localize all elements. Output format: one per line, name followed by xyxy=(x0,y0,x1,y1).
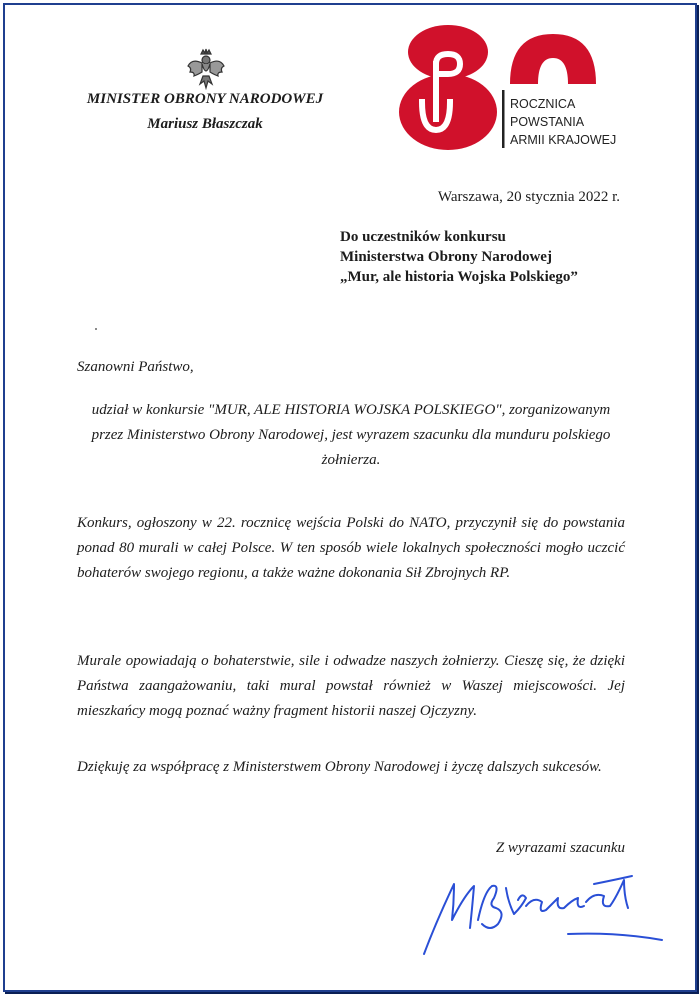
minister-title: MINISTER OBRONY NARODOWEJ xyxy=(86,91,324,107)
scan-speck xyxy=(95,328,97,330)
logo-number-80 xyxy=(399,25,596,150)
logo-divider xyxy=(502,90,505,148)
closing-phrase: Z wyrazami szacunku xyxy=(495,840,625,856)
addressee-block xyxy=(340,227,578,287)
paragraph: udział w konkursie "MUR, ALE HISTORIA WOJSKA POLSKIEGO", zorganizowanym przez Ministerstwo Obrony Narodowej, jest wyrazem szacunku dla munduru polskiego żołnierza. xyxy=(91,402,611,468)
anniversary-80-logo xyxy=(398,24,618,156)
addressee-line: Do uczestników konkursu xyxy=(340,229,506,245)
logo-line-3: ARMII KRAJOWEJ xyxy=(510,133,617,147)
logo-line-1: ROCZNICA xyxy=(510,97,576,111)
handwritten-signature xyxy=(418,862,668,962)
paragraph: Konkurs, ogłoszony w 22. rocznicę wejścia Polski do NATO, przyczynił się do powstania ponad 80 murali w całej Polsce. W ten sposób wiele lokalnych społeczności mogło uczcić bohaterów swojego regionu, a także ważne dokonania Sił Zbrojnych RP. xyxy=(77,515,625,581)
minister-name: Mariusz Błaszczak xyxy=(147,116,263,132)
salutation: Szanowni Państwo, xyxy=(77,359,194,375)
letter-date: Warszawa, 20 stycznia 2022 r. xyxy=(437,189,620,205)
addressee-line: „Mur, ale historia Wojska Polskiego” xyxy=(340,269,578,285)
paragraph: Dziękuję za współpracę z Ministerstwem Obrony Narodowej i życzę dalszych sukcesów. xyxy=(77,759,602,775)
polish-eagle-icon xyxy=(186,48,226,90)
logo-number-text: 80 xyxy=(398,24,399,25)
paragraph: Murale opowiadają o bohaterstwie, sile i odwadze naszych żołnierzy. Cieszę się, że dzięki Państwa zaangażowaniu, taki mural powstał również w Waszej miejscowości. Jej mieszkańcy mogą poznać ważny fragment historii naszej Ojczyzny. xyxy=(77,653,625,719)
logo-line-2: POWSTANIA xyxy=(510,115,585,129)
addressee-line: Ministerstwa Obrony Narodowej xyxy=(340,249,552,265)
